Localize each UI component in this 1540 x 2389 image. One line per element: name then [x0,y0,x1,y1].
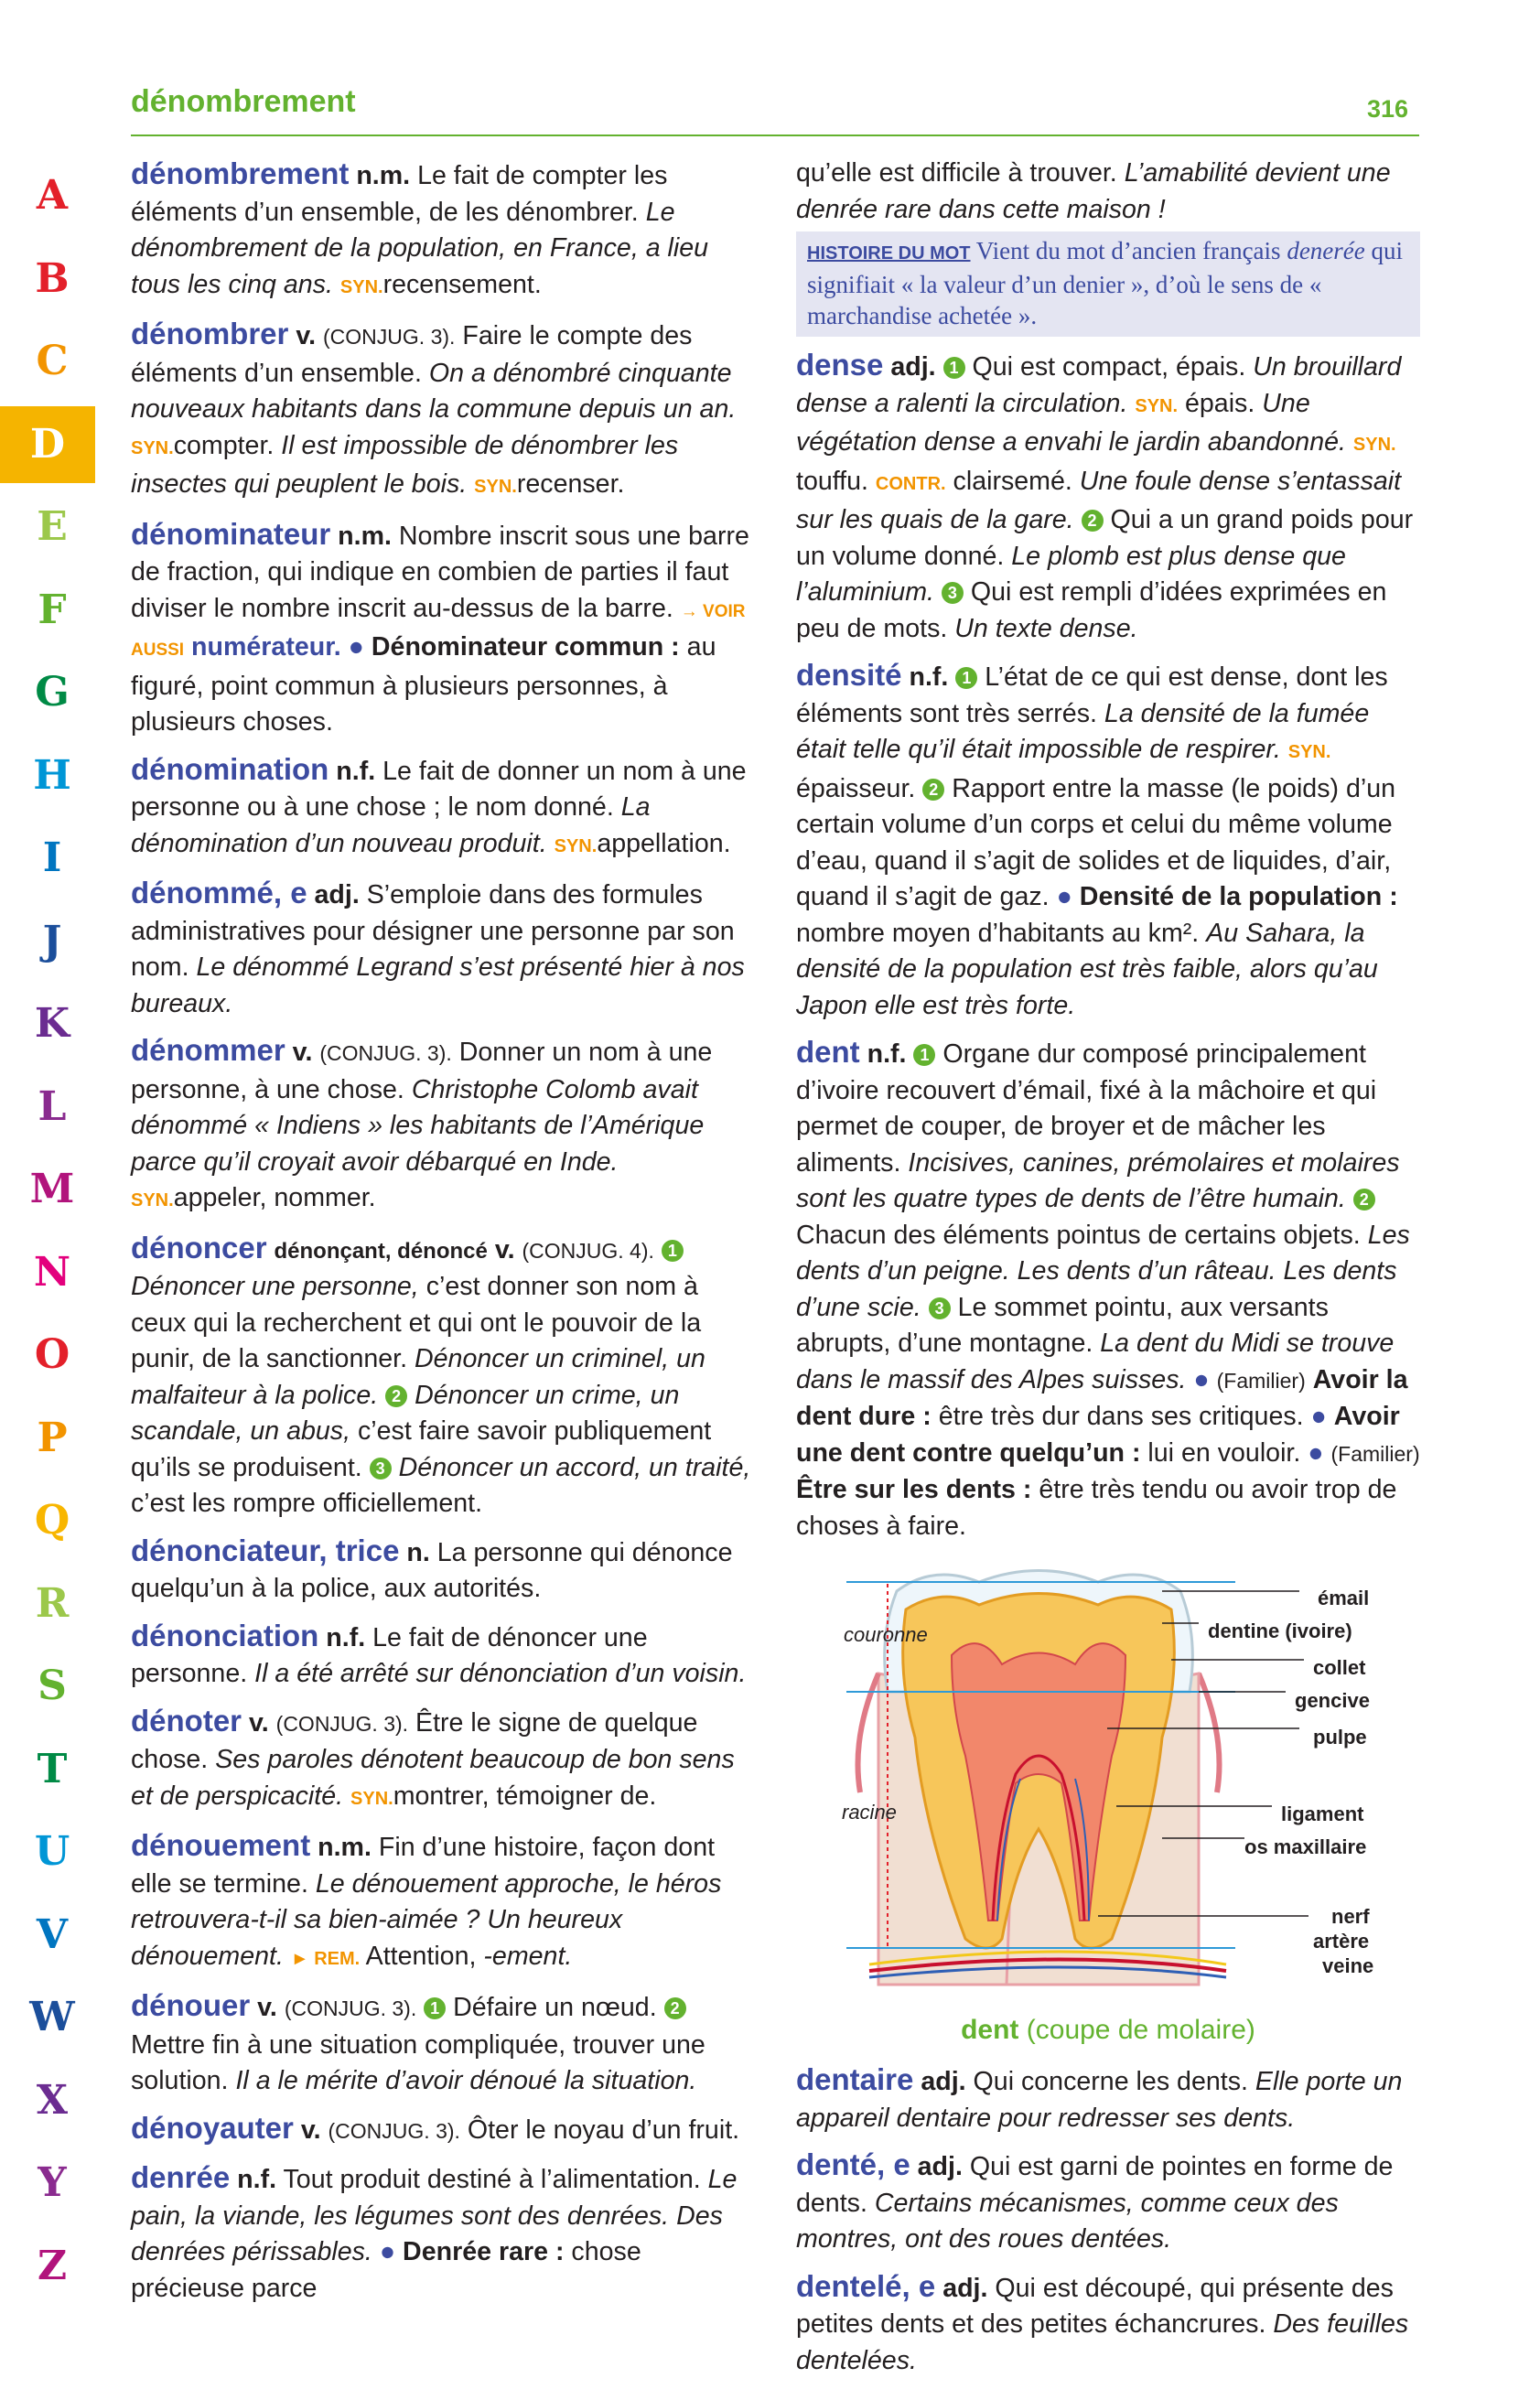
grammar: v. [248,1707,269,1738]
example: Au Sahara, la densité de la population est très faible, alors qu’au Japon elle est très forte. [796,918,1378,1020]
entry-denommer [131,1032,755,1220]
subentry: Être sur les dents : [796,1475,1032,1504]
page-number: 316 [1367,95,1409,123]
syn-label: SYN. [1135,395,1179,416]
example: Un brouillard dense a ralenti la circulation. [796,352,1402,418]
definition: Être le signe de quelque chose. [131,1707,698,1774]
label-collet: collet [1313,1656,1366,1679]
entry-denree-continued [796,156,1420,228]
entry-dent [796,1034,1420,1544]
conjugation: (CONJUG. 3). [275,1711,409,1736]
definition: Mettre fin à une situation compliquée, trouver une solution. [131,2029,705,2095]
headword: dénoncer [131,1230,267,1264]
grammar: adj. [942,2273,988,2303]
headword: dénommer [131,1033,285,1067]
sense-1-icon: 1 [943,357,965,379]
definition: Organe dur composé principalement d’ivoire recouvert d’émail, fixé à la mâchoire et qui permet de couper, de broyer et de mâcher les aliments. [796,1039,1377,1178]
grammar: v. [300,2115,321,2145]
example: Le pain, la viande, les légumes sont des denrées. Des denrées périssables. [131,2165,738,2266]
definition: Tout produit destiné à l’alimentation. [283,2165,701,2194]
alphabet-letter-u[interactable]: U [34,1828,70,1875]
entry-denombrer [131,316,755,506]
sense-2-icon: 2 [1353,1189,1375,1211]
label-gencive: gencive [1295,1689,1370,1712]
alphabet-letter-i[interactable]: I [42,834,62,881]
grammar: n.f. [237,2165,277,2194]
alphabet-letter-r[interactable]: R [35,1580,70,1627]
entry-denree [131,2159,755,2307]
remark-example: -ement. [483,1941,573,1971]
sense-phrase: Dénoncer un crime, un scandale, un abus, [131,1380,680,1446]
alphabet-letter-z[interactable]: Z [37,2243,68,2289]
word-history-word: denerée [1287,237,1365,264]
entry-denoter [131,1703,755,1818]
definition: Donner un nom à une personne, à une chose. [131,1038,713,1104]
grammar: n.m. [338,521,392,551]
headword: dénommé, e [131,876,307,909]
alphabet-letter-e[interactable]: E [37,503,68,550]
example: Une foule dense s’entassait sur les quais de la gare. [796,466,1402,534]
entry-denombrement [131,156,755,306]
sense-1-icon: 1 [955,667,977,689]
headword: dénouement [131,1828,311,1862]
alphabet-letter-q[interactable]: Q [34,1497,70,1544]
label-pulpe: pulpe [1313,1726,1367,1749]
syn-label: SYN. [131,1190,174,1211]
subentry: Densité de la population : [1079,882,1398,911]
definition: qu’elle est difficile à trouver. [796,158,1117,188]
entry-denomination [131,751,755,866]
grammar: n.f. [909,662,949,692]
example: Les dents d’un peigne. Les dents d’un râteau. Les dents d’une scie. [796,1220,1410,1322]
syn-label: SYN. [554,835,598,856]
definition: c’est les rompre officiellement. [131,1489,483,1518]
subentry: Denrée rare : [403,2237,565,2266]
grammar: adj. [921,2067,966,2096]
example: Il a le mérite d’avoir dénoué la situation. [235,2066,697,2095]
bullet-icon: ● [1310,1402,1327,1431]
definition: Faire le compte des éléments d’un ensemble. [131,321,693,388]
label-email: émail [1318,1587,1370,1609]
alphabet-letter-o[interactable]: O [34,1331,70,1378]
grammar: n.f. [336,756,376,786]
example: La dénomination d’un nouveau produit. [131,792,651,858]
example: Le dénouement approche, le héros retrouvera-t-il sa bien-aimée ? Un heureux dénouement. [131,1868,722,1971]
conjugation: (CONJUG. 3). [319,1041,452,1065]
example: Ses paroles dénotent beaucoup de bon sens et de perspicacité. [131,1745,735,1811]
headword: dénomination [131,751,329,786]
definition: c’est donner son nom à ceux qui la recherchent et qui ont le pouvoir de la punir, de la sanctionner. [131,1272,702,1373]
figure-caption [796,2012,1420,2049]
entry-dente [796,2147,1420,2258]
syn-label: SYN. [131,437,174,458]
example: La dent du Midi se trouve dans le massif des Alpes suisses. [796,1329,1395,1394]
headword: dénominateur [131,516,331,551]
sense-1-icon: 1 [662,1240,684,1262]
headword: dénonciateur, trice [131,1533,400,1567]
sense-1-icon: 1 [913,1044,935,1066]
synonym: appeler, nommer. [173,1183,376,1212]
label-artere: artère [1313,1930,1370,1953]
grammar: n.m. [318,1833,372,1862]
sense-2-icon: 2 [1082,510,1104,532]
alphabet-letter-l[interactable]: L [38,1083,67,1130]
label-ligament: ligament [1281,1803,1364,1825]
grammar: v. [292,1038,313,1067]
label-os-maxillaire: os maxillaire [1244,1835,1367,1858]
label-veine: veine [1322,1954,1374,1977]
headword: dénoyauter [131,2110,294,2145]
subentry-def: lui en vouloir. [1147,1437,1301,1468]
subentry-def: être très tendu ou avoir trop de choses à faire. [796,1475,1397,1541]
subentry: Dénominateur commun : [371,632,680,662]
label-dentine: dentine (ivoire) [1208,1620,1352,1642]
alphabet-letter-f[interactable]: F [38,586,67,633]
example: L’amabilité devient une denrée rare dans cette maison ! [796,158,1391,224]
headword: denté, e [796,2147,910,2181]
definition: Qui a un grand poids pour un volume donné. [796,505,1414,571]
grammar: n.m. [356,161,411,190]
definition: S’emploie dans des formules administratives pour désigner une personne par son nom. [131,880,735,982]
label-racine: racine [842,1801,897,1824]
alphabet-letter-s[interactable]: S [38,1663,67,1709]
alphabet-letter-k[interactable]: K [34,1000,70,1047]
word-history-text: Vient du mot d’ancien français [975,237,1281,264]
alphabet-letter-m[interactable]: M [29,1166,75,1212]
alphabet-letter-x[interactable]: X [36,2077,69,2124]
headword: dentaire [796,2062,914,2096]
example: Le dénommé Legrand s’est présenté hier à nos bureaux. [131,952,745,1018]
conjugation: (CONJUG. 3). [323,325,456,349]
synonym: épais. [1185,388,1255,418]
alphabet-letter-p[interactable]: P [37,1415,68,1461]
label-nerf: nerf [1331,1905,1370,1928]
entry-denouer [131,1987,755,2100]
alphabet-letter-n[interactable]: N [33,1249,71,1296]
remark-label: ► REM. [290,1948,361,1969]
sense-2-icon: 2 [385,1385,407,1407]
running-head: dénombrement [131,84,356,119]
left-column [131,156,755,2317]
example: Une végétation dense a envahi le jardin abandonné. [796,388,1346,457]
bullet-icon: ● [379,2237,396,2266]
alphabet-letter-t[interactable]: T [37,1746,68,1792]
definition: Défaire un nœud. [453,1993,657,2022]
example: La densité de la fumée était telle qu’il était impossible de respirer. [796,698,1370,764]
definition: Qui concerne les dents. [973,2067,1248,2096]
entry-dentele [796,2268,1420,2380]
synonym: touffu. [796,466,868,496]
grammar: v. [494,1234,515,1264]
synonym: épaisseur. [796,773,916,803]
alphabet-letter-w[interactable]: W [29,1994,75,2040]
subentry-def: au figuré, point commun à plusieurs personnes, à plusieurs choses. [131,632,716,737]
see-also-link[interactable]: numérateur. [191,632,341,662]
caption-sub: (coupe de molaire) [1026,2015,1255,2045]
alphabet-letter-y[interactable]: Y [38,2159,67,2206]
sense-3-icon: 3 [942,582,964,604]
synonym: compter. [173,430,275,460]
example: Elle porte un appareil dentaire pour redresser ses dents. [796,2067,1403,2133]
subentry: Avoir une dent contre quelqu’un : [796,1402,1400,1468]
headword: densité [796,658,902,692]
definition: Rapport entre la masse (le poids) d’un certain volume d’un corps et celui du même volume d’eau, quand il s’agit de solides et de liquides, d’air, quand il s’agit de gaz. [796,773,1396,911]
subentry-def: chose précieuse parce [131,2237,641,2303]
conjugation: (CONJUG. 3). [284,1996,417,2020]
example: Le plomb est plus dense que l’aluminium. [796,541,1346,607]
antonym: clairsemé. [953,466,1072,496]
alphabet-letter-g[interactable]: G [35,669,70,716]
alphabet-letter-j[interactable]: J [42,918,62,964]
sense-1-icon: 1 [424,1997,446,2019]
grammar: n.f. [326,1622,366,1652]
definition: Qui est découpé, qui présente des petites dents et des petites échancrures. [796,2273,1394,2339]
alphabet-letter-b[interactable]: B [35,255,70,302]
grammar: v. [296,321,317,350]
definition: Qui est compact, épais. [972,352,1246,382]
headword: dénonciation [131,1618,319,1652]
grammar: adj. [890,352,936,382]
definition: c’est faire savoir publiquement qu’ils se produisent. [131,1416,712,1482]
headword: dénombrement [131,156,350,190]
definition: La personne qui dénonce quelqu’un à la police, aux autorités. [131,1537,733,1603]
entry-denominateur [131,516,755,741]
sense-phrase: Dénoncer une personne, [131,1272,419,1301]
definition: L’état de ce qui est dense, dont les éléments sont très serrés. [796,662,1388,728]
definition: Qui est rempli d’idées exprimées en peu de mots. [796,577,1387,643]
definition: Le sommet pointu, aux versants abrupts, d’une montagne. [796,1292,1329,1358]
headword: dénouer [131,1988,251,2022]
definition: Chacun des éléments pointus de certains objets. [796,1220,1361,1250]
definition: Le fait de donner un nom à une personne ou à une chose ; le nom donné. [131,756,747,822]
grammar: adj. [917,2152,963,2181]
grammar: n. [406,1537,430,1567]
entry-denonciateur [131,1533,755,1608]
headword: dense [796,348,884,382]
contr-label: CONTR. [875,473,946,494]
word-history-box [796,231,1420,337]
conjugation: (CONJUG. 4). [522,1238,654,1263]
example: Certains mécanismes, comme ceux des montres, ont des roues dentées. [796,2188,1339,2254]
word-history-label: HISTOIRE DU MOT [807,243,971,264]
inflected-forms: dénonçant, dénoncé [274,1238,488,1264]
caption-main: dent [961,2015,1019,2045]
definition: Le fait de dénoncer une personne. [131,1622,648,1688]
header-rule [131,135,1419,136]
entry-denoyauter [131,2110,755,2150]
entry-denouement [131,1827,755,1977]
register: (Familier) [1330,1441,1420,1466]
definition: Nombre inscrit sous une barre de fraction, qui indique en combien de parties il faut diviser le nombre inscrit au-dessus de la barre. [131,521,749,623]
word-history-text: qui signifiait « la valeur d’un denier », d’où le sens de « marchandise achetée ». [807,237,1404,329]
grammar: adj. [314,880,360,909]
tooth-figure [796,1555,1420,2045]
syn-label: SYN. [350,1788,393,1809]
sense-phrase: Dénoncer un accord, un traité, [398,1452,751,1482]
grammar: v. [257,1993,277,2022]
right-column [796,156,1420,2389]
label-couronne: couronne [844,1623,928,1646]
see-also-label: → VOIR AUSSI [131,601,746,660]
syn-label: SYN. [1287,742,1331,762]
subentry-def: nombre moyen d’habitants au km². [796,918,1200,948]
alphabet-letter-h[interactable]: H [33,752,71,799]
entry-denonciation [131,1618,755,1693]
headword: dentelé, e [796,2268,936,2303]
example: Il a été arrêté sur dénonciation d’un voisin. [254,1659,747,1688]
example: Il est impossible de dénombrer les insectes qui peuplent le bois. [131,430,679,499]
alphabet-letter-a[interactable]: A [36,172,69,219]
entry-denomme [131,875,755,1022]
alphabet-letter-d[interactable]: D [0,406,95,483]
register: (Familier) [1216,1368,1306,1393]
entry-dentaire [796,2061,1420,2136]
definition: Fin d’une histoire, façon dont elle se termine. [131,1833,716,1899]
headword: dénombrer [131,317,289,350]
entry-densite [796,657,1420,1024]
bullet-icon: ● [1193,1364,1210,1394]
example: Des feuilles dentelées. [796,2309,1409,2375]
headword: denrée [131,2160,231,2194]
example: Le dénombrement de la population, en France, a lieu tous les cinq ans. [131,197,709,299]
example: Incisives, canines, prémolaires et molaires sont les quatre types de dents de l’être humain. [796,1147,1400,1213]
headword: dent [796,1035,860,1069]
headword: dénoter [131,1703,242,1738]
alphabet-letter-v[interactable]: V [36,1911,69,1958]
definition: Ôter le noyau d’un fruit. [467,2115,740,2145]
example: Christophe Colomb avait dénommé « Indiens » les habitants de l’Amérique parce qu’il croyait avoir débarqué en Inde. [131,1074,705,1177]
bullet-icon: ● [1308,1437,1324,1468]
sense-2-icon: 2 [922,779,944,801]
example: On a dénombré cinquante nouveaux habitants dans la commune depuis un an. [131,358,737,424]
bullet-icon: ● [1056,882,1072,911]
subentry: Avoir la dent dure : [796,1364,1408,1431]
sense-2-icon: 2 [664,1997,686,2019]
remark: Attention, [365,1941,477,1971]
syn-label: SYN. [474,477,517,497]
grammar: n.f. [867,1039,907,1069]
subentry-def: être très dur dans ses critiques. [938,1402,1304,1431]
bullet-icon: ● [348,632,364,662]
definition: Le fait de compter les éléments d’un ensemble, de les dénombrer. [131,161,668,227]
synonym: recensement. [382,269,542,299]
synonym: montrer, témoigner de. [393,1781,657,1811]
entry-dense [796,347,1420,647]
synonym: appellation. [597,828,731,858]
synonym: recenser. [516,469,625,499]
sense-3-icon: 3 [929,1297,951,1319]
syn-label: SYN. [339,276,383,297]
alphabet-letter-c[interactable]: C [36,338,69,384]
syn-label: SYN. [1352,435,1396,455]
conjugation: (CONJUG. 3). [328,2118,460,2143]
definition: Qui est garni de pointes en forme de dents. [796,2152,1394,2218]
example: Un texte dense. [954,613,1138,643]
sense-3-icon: 3 [370,1458,392,1480]
entry-denoncer [131,1230,755,1523]
example: Dénoncer un criminel, un malfaiteur à la police. [131,1344,705,1410]
